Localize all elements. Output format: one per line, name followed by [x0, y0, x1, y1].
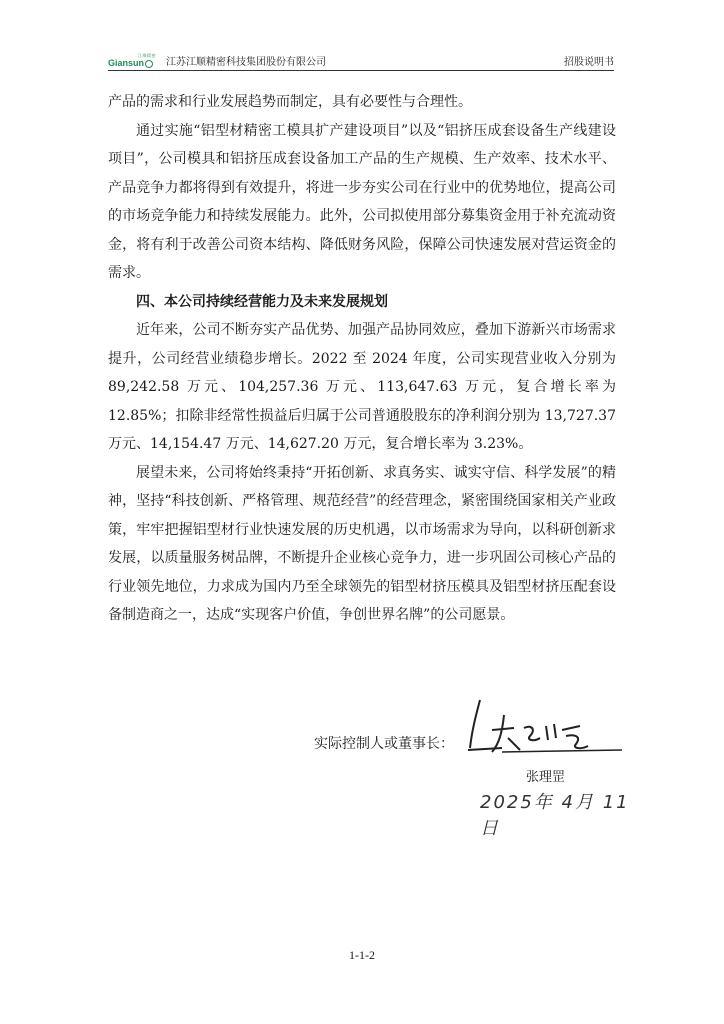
handwritten-signature	[462, 690, 632, 765]
page-header	[108, 46, 614, 71]
company-name: 江苏江顺精密科技集团股份有限公司	[166, 57, 326, 68]
handwritten-date: 2025年 4月 11日	[480, 792, 630, 839]
paragraph-projects: 通过实施“铝型材精密工模具扩产建设项目”以及“铝挤压成套设备生产线建设项目”，公司模具和铝挤压成套设备加工产品的生产规模、生产效率、技术水平、产品竞争力都将得到有效提升，将进一步夯实公司在行业中的优势地位，提高公司的市场竞争能力和持续发展能力。此外，公司拟使用部分募集资金用于补充流动资金，将有利于改善公司资本结构、降低财务风险，保障公司快速发展对营运资金的需求。	[108, 122, 616, 281]
paragraph-continuation: 产品的需求和行业发展趋势而制定，具有必要性与合理性。	[108, 94, 472, 110]
page-number: 1-1-2	[349, 948, 375, 962]
document-body	[108, 88, 616, 630]
logo-subtext: 江顺精密	[138, 53, 156, 58]
paragraph-performance: 近年来，公司不断夯实产品优势、加强产品协同效应，叠加下游新兴市场需求提升，公司经营业绩稳步增长。2022 至 2024 年度，公司实现营业收入分别为 89,242.58 万元、104,257.36 万元、113,647.63 万元，复合增长率为 12.85%；扣除非经常性损益后归属于公司普通股股东的净利润分别为 13,727.37 万元、14,154.47 万元、14,627.20 万元，复合增长率为 3.23%。	[108, 322, 616, 452]
signature-label: 实际控制人或董事长：	[314, 736, 454, 752]
logo-text: Giansun	[108, 58, 145, 68]
company-logo	[108, 53, 156, 68]
logo-mark-icon	[145, 60, 153, 68]
signer-name: 张理罡	[526, 770, 566, 785]
section-heading: 四、本公司持续经营能力及未来发展规划	[136, 293, 388, 310]
signature-date	[480, 788, 630, 839]
paragraph-outlook: 展望未来，公司将始终秉持“开拓创新、求真务实、诚实守信、科学发展”的精神，坚持“科技创新、严格管理、规范经营”的经营理念，紧密围绕国家相关产业政策，牢牢把握铝型材行业快速发展的历史机遇，以市场需求为导向，以科研创新求发展，以质量服务树品牌，不断提升企业核心竞争力，进一步巩固公司核心产品的行业领先地位，力求成为国内乃至全球领先的铝型材挤压模具及铝型材挤压配套设备制造商之一，达成“实现客户价值，争创世界名牌”的公司愿景。	[108, 464, 616, 623]
document-type: 招股说明书	[564, 57, 614, 68]
